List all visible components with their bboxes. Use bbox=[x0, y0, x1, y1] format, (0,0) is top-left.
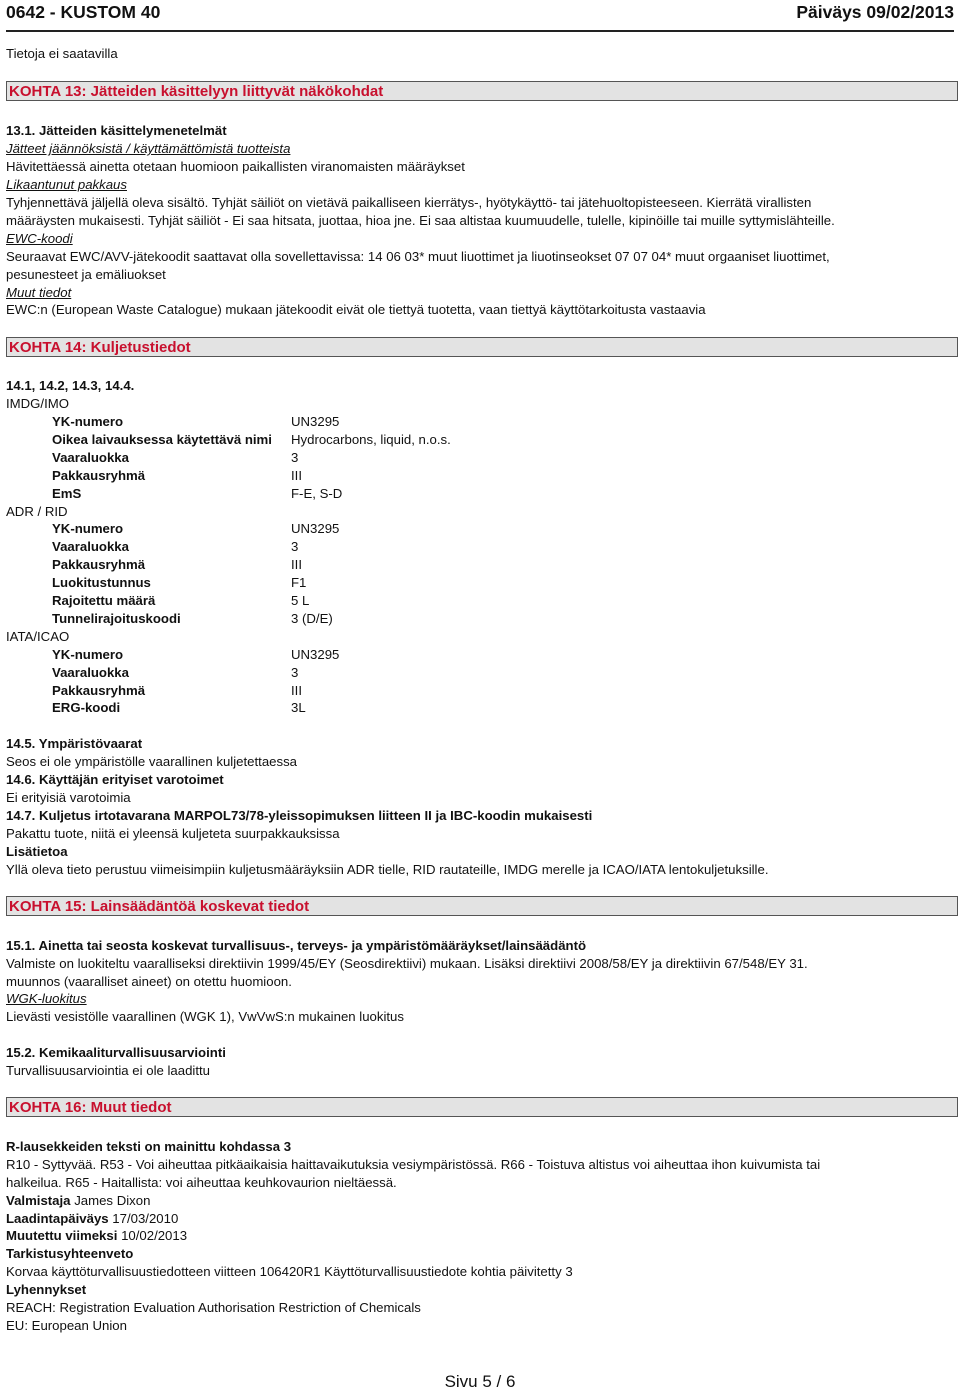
s13-ewc-text-2: pesunesteet ja emäliuokset bbox=[6, 267, 166, 282]
imdg-value: UN3295 bbox=[291, 414, 340, 429]
imdg-key: Pakkausryhmä bbox=[52, 468, 146, 483]
s13-subheading: 13.1. Jätteiden käsittelymenetelmät bbox=[6, 123, 227, 138]
section-13-title: KOHTA 13: Jätteiden käsittelyyn liittyvät näkökohdat bbox=[9, 83, 384, 100]
iata-value: III bbox=[291, 683, 302, 698]
s13-ewc-label: EWC-koodi bbox=[6, 231, 73, 246]
adr-key: Rajoitettu määrä bbox=[52, 593, 156, 608]
imdg-key: Vaaraluokka bbox=[52, 450, 129, 465]
r-phrases-heading: R-lausekkeiden teksti on mainittu kohdassa 3 bbox=[6, 1139, 292, 1154]
imdg-value: F-E, S-D bbox=[291, 486, 343, 501]
env-hazards-heading: 14.5. Ympäristövaarat bbox=[6, 736, 143, 751]
imdg-heading: IMDG/IMO bbox=[6, 396, 70, 411]
section-14-header bbox=[6, 337, 958, 357]
wgk-label: WGK-luokitus bbox=[6, 991, 87, 1006]
product-title: 0642 - KUSTOM 40 bbox=[6, 2, 161, 22]
section-15-header bbox=[6, 896, 958, 916]
modified-date bbox=[6, 1227, 956, 1245]
s13-ewc-text-1: Seuraavat EWC/AVV-jätekoodit saattavat olla sovellettavissa: 14 06 03* muut liuottimet ja liuotinseokset 07 07 04* muut orgaaniset liuottimet, bbox=[6, 249, 830, 264]
user-precautions-heading: 14.6. Käyttäjän erityiset varotoimet bbox=[6, 772, 224, 787]
iata-value: 3L bbox=[291, 700, 306, 715]
bulk-transport-text: Pakattu tuote, niitä ei yleensä kuljeteta suurpakkauksissa bbox=[6, 826, 340, 841]
abbreviation-eu: EU: European Union bbox=[6, 1318, 127, 1333]
iata-key: ERG-koodi bbox=[52, 700, 121, 715]
section-13-header bbox=[6, 81, 958, 101]
iata-key: YK-numero bbox=[52, 647, 124, 662]
r-phrases-text-1: R10 - Syttyvää. R53 - Voi aiheuttaa pitkäaikaisia haittavaikutuksia vesiympäristössä. R66 - Toistuva altistus voi aiheuttaa ihon kuivumista tai bbox=[6, 1157, 821, 1172]
imdg-key: YK-numero bbox=[52, 414, 124, 429]
modified-date-label: Muutettu viimeksi bbox=[6, 1228, 118, 1243]
wgk-text: Lievästi vesistölle vaarallinen (WGK 1), VwVwS:n mukainen luokitus bbox=[6, 1009, 404, 1024]
prepared-by bbox=[6, 1192, 956, 1210]
document-date: Päiväys 09/02/2013 bbox=[796, 2, 954, 22]
s14-subheading: 14.1, 14.2, 14.3, 14.4. bbox=[6, 378, 135, 393]
adr-key: Luokitustunnus bbox=[52, 575, 151, 590]
adr-heading: ADR / RID bbox=[6, 504, 68, 519]
s15-text-1a: Valmiste on luokiteltu vaaralliseksi direktiivin 1999/45/EY (Seosdirektiivi) mukaan. Lisäksi direktiivi 2008/58/EY ja direktiivin 67/548/EY 31. bbox=[6, 956, 808, 971]
r-phrases-text-2: halkeilua. R65 - Haitallista: voi aiheuttaa keuhkovaurion nieltäessä. bbox=[6, 1175, 397, 1190]
creation-date-label: Laadintapäiväys bbox=[6, 1211, 109, 1226]
additional-info-text: Yllä oleva tieto perustuu viimeisimpiin kuljetusmääräyksiin ADR tielle, RID rautateille, IMDG merelle ja ICAO/IATA lentokuljetuksille. bbox=[6, 862, 769, 877]
adr-value: III bbox=[291, 557, 302, 572]
s13-other-label: Muut tiedot bbox=[6, 285, 72, 300]
s13-residues-label: Jätteet jäännöksistä / käyttämättömistä tuotteista bbox=[6, 141, 291, 156]
prepared-by-value: James Dixon bbox=[74, 1193, 151, 1208]
revision-text: Korvaa käyttöturvallisuustiedotteen viitteen 106420R1 Käyttöturvallisuustiedote kohtia päivitetty 3 bbox=[6, 1264, 573, 1279]
creation-date-value: 17/03/2010 bbox=[112, 1211, 179, 1226]
section-16-title: KOHTA 16: Muut tiedot bbox=[9, 1099, 172, 1116]
intro-text: Tietoja ei saatavilla bbox=[6, 46, 118, 61]
iata-key: Vaaraluokka bbox=[52, 665, 129, 680]
adr-key: YK-numero bbox=[52, 521, 124, 536]
imdg-value: III bbox=[291, 468, 302, 483]
section-14-title: KOHTA 14: Kuljetustiedot bbox=[9, 339, 191, 356]
s13-residues-text: Hävitettäessä ainetta otetaan huomioon paikallisten viranomaisten määräykset bbox=[6, 159, 465, 174]
adr-value: 3 (D/E) bbox=[291, 611, 333, 626]
prepared-by-label: Valmistaja bbox=[6, 1193, 71, 1208]
additional-info-heading: Lisätietoa bbox=[6, 844, 68, 859]
imdg-value: 3 bbox=[291, 450, 299, 465]
section-15-title: KOHTA 15: Lainsäädäntöä koskevat tiedot bbox=[9, 898, 310, 915]
section-16-header bbox=[6, 1097, 958, 1117]
s15-subheading-1: 15.1. Ainetta tai seosta koskevat turvallisuus-, terveys- ja ympäristömääräykset/lainsäädäntö bbox=[6, 938, 587, 953]
iata-heading: IATA/ICAO bbox=[6, 629, 70, 644]
user-precautions-text: Ei erityisiä varotoimia bbox=[6, 790, 131, 805]
s13-packaging-text-1: Tyhjennettävä jäljellä oleva sisältö. Tyhjät säiliöt on vietävä paikalliseen kierrätys-, hyötykäyttö- tai jätehuoltopisteeseen. Kierrätä virallisten bbox=[6, 195, 812, 210]
imdg-key: EmS bbox=[52, 486, 82, 501]
env-hazards-text: Seos ei ole ympäristölle vaarallinen kuljetettaessa bbox=[6, 754, 298, 769]
s15-text-2: Turvallisuusarviointia ei ole laadittu bbox=[6, 1063, 211, 1078]
adr-value: 5 L bbox=[291, 593, 310, 608]
iata-value: 3 bbox=[291, 665, 299, 680]
page-header bbox=[6, 0, 954, 24]
s15-subheading-2: 15.2. Kemikaaliturvallisuusarviointi bbox=[6, 1045, 226, 1060]
adr-value: UN3295 bbox=[291, 521, 340, 536]
adr-value: 3 bbox=[291, 539, 299, 554]
abbreviation-reach: REACH: Registration Evaluation Authorisation Restriction of Chemicals bbox=[6, 1300, 421, 1315]
bulk-transport-heading: 14.7. Kuljetus irtotavarana MARPOL73/78-yleissopimuksen liitteen II ja IBC-koodin mukaisesti bbox=[6, 808, 593, 823]
page-number: Sivu 5 / 6 bbox=[444, 1372, 516, 1391]
s13-packaging-label: Likaantunut pakkaus bbox=[6, 177, 127, 192]
s13-packaging-text-2: määräysten mukaisesti. Tyhjät säiliöt - Ei saa hitsata, juottaa, hioa jne. Ei saa altistaa kuumuudelle, tulelle, kipinöille tai muille syttymislähteille. bbox=[6, 213, 835, 228]
abbreviations-heading: Lyhennykset bbox=[6, 1282, 87, 1297]
iata-value: UN3295 bbox=[291, 647, 340, 662]
imdg-value: Hydrocarbons, liquid, n.o.s. bbox=[291, 432, 451, 447]
adr-key: Tunnelirajoituskoodi bbox=[52, 611, 181, 626]
header-divider bbox=[6, 30, 954, 32]
imdg-key: Oikea laivauksessa käytettävä nimi bbox=[52, 432, 272, 447]
s15-text-1b: muunnos (vaaralliset aineet) on otettu huomioon. bbox=[6, 974, 292, 989]
s13-other-text: EWC:n (European Waste Catalogue) mukaan jätekoodit eivät ole tiettyä tuotetta, vaan tiettyä käyttötarkoitusta vastaavia bbox=[6, 302, 706, 317]
adr-key: Pakkausryhmä bbox=[52, 557, 146, 572]
adr-key: Vaaraluokka bbox=[52, 539, 129, 554]
iata-key: Pakkausryhmä bbox=[52, 683, 146, 698]
adr-value: F1 bbox=[291, 575, 307, 590]
creation-date bbox=[6, 1210, 956, 1228]
modified-date-value: 10/02/2013 bbox=[121, 1228, 188, 1243]
revision-heading: Tarkistusyhteenveto bbox=[6, 1246, 134, 1261]
